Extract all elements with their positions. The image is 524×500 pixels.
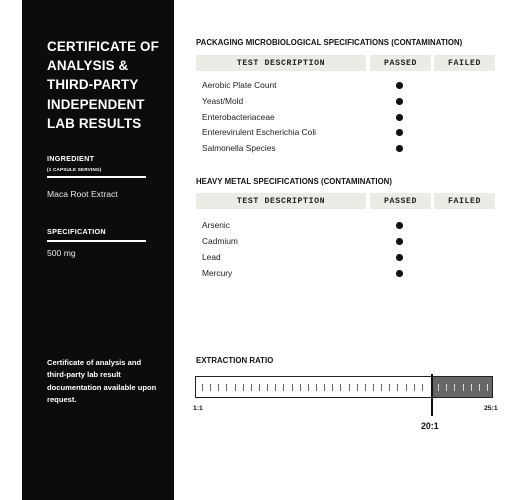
ingredient-value: Maca Root Extract [47, 189, 118, 199]
ratio-tick [479, 384, 480, 391]
ratio-tick [283, 384, 284, 391]
ratio-tick [422, 384, 423, 391]
ratio-tick [226, 384, 227, 391]
ratio-tick [487, 384, 488, 391]
ingredient-label: INGREDIENT [47, 154, 95, 163]
heavy-header-test-description: TEST DESCRIPTION [196, 193, 366, 209]
micro-row-label: Salmonella Species [202, 143, 276, 153]
ratio-tick [300, 384, 301, 391]
specification-value: 500 mg [47, 248, 76, 258]
heavy-header-failed: FAILED [434, 193, 495, 209]
ratio-tick [308, 384, 309, 391]
ratio-tick [267, 384, 268, 391]
availability-note: Certificate of analysis and third-party lab result documentation available upon request. [47, 358, 157, 405]
ratio-tick [357, 384, 358, 391]
ratio-tick [324, 384, 325, 391]
heavy-passed-dot [396, 222, 403, 229]
ratio-tick [373, 384, 374, 391]
micro-passed-dot [396, 98, 403, 105]
ratio-min-label: 1:1 [193, 405, 203, 412]
ratio-tick [365, 384, 366, 391]
ratio-tick [202, 384, 203, 391]
ratio-tick [381, 384, 382, 391]
heavy-passed-dot [396, 270, 403, 277]
ratio-tick [438, 384, 439, 391]
ratio-tick [463, 384, 464, 391]
ratio-tick [316, 384, 317, 391]
ratio-tick [397, 384, 398, 391]
micro-passed-dot [396, 114, 403, 121]
ratio-tick [259, 384, 260, 391]
ratio-tick [235, 384, 236, 391]
heavy-row-label: Arsenic [202, 220, 230, 230]
micro-row-label: Enterevirulent Escherichia Coli [202, 127, 317, 137]
micro-section-title: PACKAGING MICROBIOLOGICAL SPECIFICATIONS (CONTAMINATION) [196, 38, 463, 47]
micro-row-label: Aerobic Plate Count [202, 80, 277, 90]
ratio-tick [349, 384, 350, 391]
heavy-row-label: Lead [202, 252, 221, 262]
micro-passed-dot [396, 145, 403, 152]
ratio-tick [332, 384, 333, 391]
document-title: CERTIFICATE OF ANALYSIS & THIRD-PARTY INDEPENDENT LAB RESULTS [47, 39, 159, 131]
ratio-tick [251, 384, 252, 391]
ratio-tick [275, 384, 276, 391]
extraction-ratio-title: EXTRACTION RATIO [196, 356, 274, 365]
ingredient-divider [47, 176, 146, 178]
micro-header-failed: FAILED [434, 55, 495, 71]
heavy-metal-section-title: HEAVY METAL SPECIFICATIONS (CONTAMINATION) [196, 177, 393, 186]
extraction-ratio-marker [431, 374, 433, 416]
micro-passed-dot [396, 82, 403, 89]
ratio-tick [389, 384, 390, 391]
micro-row-label: Enterobacteriaceae [202, 112, 275, 122]
ratio-tick [210, 384, 211, 391]
ratio-tick [414, 384, 415, 391]
micro-header-passed: PASSED [370, 55, 431, 71]
specification-divider [47, 240, 146, 242]
ingredient-serving-note: (1 CAPSULE SERVING) [47, 167, 102, 172]
heavy-passed-dot [396, 238, 403, 245]
ratio-tick [446, 384, 447, 391]
micro-header-test-description: TEST DESCRIPTION [196, 55, 366, 71]
ratio-value-label: 20:1 [421, 421, 439, 431]
ratio-tick [243, 384, 244, 391]
heavy-row-label: Mercury [202, 268, 233, 278]
heavy-passed-dot [396, 254, 403, 261]
ratio-tick [454, 384, 455, 391]
micro-row-label: Yeast/Mold [202, 96, 244, 106]
ratio-tick [406, 384, 407, 391]
specification-label: SPECIFICATION [47, 227, 106, 236]
micro-passed-dot [396, 129, 403, 136]
ratio-tick [218, 384, 219, 391]
ratio-tick [340, 384, 341, 391]
heavy-row-label: Cadmium [202, 236, 238, 246]
heavy-header-passed: PASSED [370, 193, 431, 209]
sidebar-panel [22, 0, 174, 500]
ratio-tick [292, 384, 293, 391]
ratio-max-label: 25:1 [484, 405, 498, 412]
ratio-tick [471, 384, 472, 391]
